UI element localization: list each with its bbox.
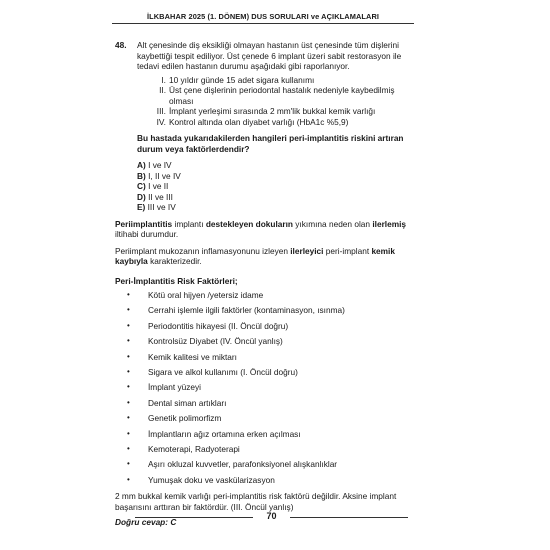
risk-factor-item [115, 459, 413, 470]
risk-factor-item [115, 382, 413, 393]
question-prompt: Bu hastada yukarıdakilerden hangileri peri-implantitis riskini artıran durum veya faktörlerdendir? [137, 133, 404, 154]
term-bold: ilerlemiş [372, 218, 407, 229]
premise-item [146, 117, 413, 128]
risk-factor-text: Kemoterapi, Radyoterapi [148, 443, 240, 454]
option-text: I, II ve IV [148, 170, 181, 181]
risk-factor-item [115, 398, 413, 409]
question-block [115, 40, 413, 213]
risk-factor-text: Aşırı okluzal kuvvetler, parafonksiyonel alışkanlıklar [148, 459, 338, 470]
bullet-icon: • [127, 290, 130, 299]
risk-factors-title: Peri-İmplantitis Risk Faktörleri; [115, 275, 238, 286]
question-stem: Alt çenesinde diş eksikliği olmayan hastanın üst çenesinde tüm dişlerini kaybettiği tespit ediliyor. Üst çenede 6 implant üzeri sabit restorasyon ile tedavi edilen hastanın durumu aşağıdaki gibi raporlanıyor. [137, 40, 402, 71]
bullet-icon: • [127, 397, 130, 407]
option-b [137, 171, 413, 182]
term-bold: ilerleyici [290, 245, 324, 256]
bullet-icon: • [127, 382, 130, 392]
text-run: karakterizedir. [147, 256, 202, 266]
closing-paragraph: 2 mm bukkal kemik varlığı peri-implantitis risk faktörü değildir. Aksine implant başarısını arttıran bir faktördür. (III. Öncül yanlış) [115, 491, 397, 512]
risk-factor-text: Sigara ve alkol kullanımı (I. Öncül doğru) [148, 366, 298, 377]
risk-factor-item [115, 290, 413, 301]
bullet-icon: • [127, 413, 130, 423]
term-bold: destekleyen dokuların [205, 218, 293, 229]
option-d [137, 192, 413, 203]
risk-factor-text: Dental siman artıkları [148, 397, 227, 408]
premise-numeral: III. [156, 106, 166, 116]
text-run: peri-implant [323, 245, 372, 256]
term-bold: Periimplantitis [115, 218, 173, 229]
correct-answer: Doğru cevap: C [115, 517, 177, 528]
risk-factor-text: Kontrolsüz Diyabet (IV. Öncül yanlış) [148, 336, 283, 347]
page-content [115, 40, 413, 528]
option-letter: C) [137, 181, 146, 191]
option-text: II ve III [148, 191, 173, 202]
option-c [137, 181, 413, 192]
risk-factor-text: Cerrahi işlemle ilgili faktörler (kontaminasyon, ısınma) [148, 305, 345, 316]
header-rule [112, 23, 414, 24]
bullet-icon: • [127, 336, 130, 346]
explanation-paragraph-1 [115, 219, 413, 240]
premise-text: Kontrol altında olan diyabet varlığı (HbA1c %5,9) [169, 116, 349, 127]
bullet-icon: • [127, 443, 130, 453]
option-letter: A) [137, 160, 146, 170]
premise-numeral: IV. [156, 116, 166, 127]
premise-numeral: II. [159, 85, 166, 95]
premise-text: İmplant yerleşimi sırasında 2 mm'lik bukkal kemik varlığı [169, 106, 376, 116]
bullet-icon: • [127, 351, 130, 361]
option-e [137, 202, 413, 213]
option-text: III ve IV [147, 202, 176, 212]
text-run: Periimplant mukozanın inflamasyonunu izleyen [115, 245, 291, 256]
option-a [137, 160, 413, 171]
text-run: implantı [172, 218, 206, 229]
explanation-paragraph-2 [115, 246, 413, 267]
risk-factor-item [115, 475, 413, 486]
risk-factor-text: Kemik kalitesi ve miktarı [148, 351, 237, 362]
risk-factor-item [115, 429, 413, 440]
option-letter: D) [137, 191, 146, 202]
risk-factor-item [115, 321, 413, 332]
risk-factor-text: Kötü oral hijyen /yetersiz idame [148, 290, 264, 300]
premise-item [146, 106, 413, 117]
bullet-icon: • [127, 474, 130, 484]
footer-rule-left [135, 517, 253, 518]
risk-factor-text: İmplant yüzeyi [148, 382, 202, 393]
risk-factor-item [115, 352, 413, 363]
bullet-icon: • [127, 305, 130, 315]
footer-rule-right [290, 517, 408, 518]
premise-list [137, 75, 413, 128]
premise-text: 10 yıldır günde 15 adet sigara kullanımı [169, 74, 315, 85]
bullet-icon: • [127, 428, 130, 438]
page-number: 70 [266, 511, 277, 521]
risk-factor-text: Genetik polimorfizm [148, 413, 222, 424]
bullet-icon: • [127, 320, 130, 330]
bullet-icon: • [127, 366, 130, 376]
option-text: I ve IV [148, 160, 172, 170]
risk-factor-item [115, 444, 413, 455]
page-header-title: İLKBAHAR 2025 (1. DÖNEM) DUS SORULARI ve AÇIKLAMALARI [146, 12, 380, 21]
risk-factor-text: Yumuşak doku ve vaskülarizasyon [148, 474, 275, 485]
option-letter: E) [137, 202, 146, 212]
risk-factor-list [115, 290, 413, 485]
risk-factor-item [115, 305, 413, 316]
text-run: iltihabi durumdur. [115, 229, 179, 239]
risk-factor-text: İmplantların ağız ortamına erken açılması [148, 428, 301, 439]
bullet-icon: • [127, 459, 130, 469]
term-bold: kemik kaybıyla [115, 245, 395, 266]
answer-options [137, 160, 413, 213]
option-letter: B) [137, 170, 146, 181]
premise-item [146, 85, 413, 106]
text-run: yıkımına neden olan [293, 218, 373, 229]
premise-numeral: I. [161, 74, 166, 85]
risk-factor-item [115, 336, 413, 347]
risk-factor-item [115, 367, 413, 378]
premise-item [146, 75, 413, 86]
risk-factor-text: Periodontitis hikayesi (II. Öncül doğru) [148, 320, 289, 331]
premise-text: Üst çene dişlerinin periodontal hastalık nedeniyle kaybedilmiş olması [169, 85, 395, 106]
question-number: 48. [115, 40, 127, 50]
risk-factor-item [115, 413, 413, 424]
option-text: I ve II [148, 181, 169, 191]
